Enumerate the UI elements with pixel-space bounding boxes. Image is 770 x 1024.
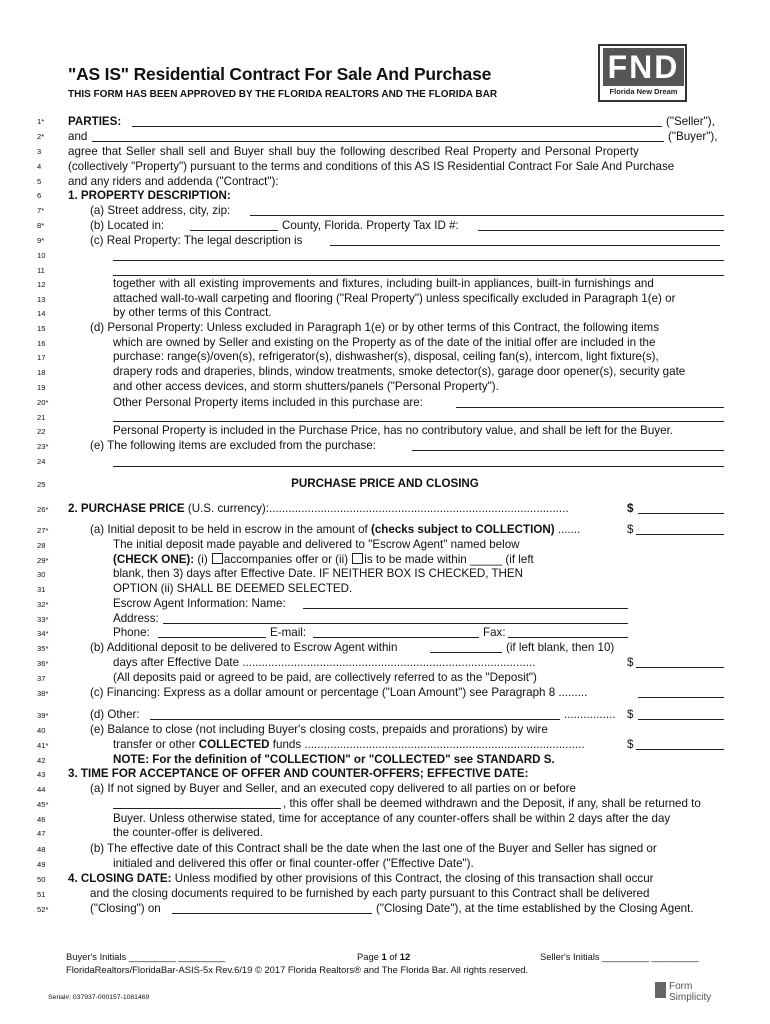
acceptance-text: , this offer shall be deemed withdrawn and the Deposit, if any, shall be returned to [283, 797, 701, 810]
line-number: 19 [37, 383, 46, 392]
personal-property-text: which are owned by Seller and existing on the Property as of the date of the initial offer are included in the [113, 336, 656, 349]
logo-subtext: Florida New Dream [609, 87, 678, 96]
seller-label: ("Seller"), [666, 115, 715, 128]
agreement-text: agree that Seller shall sell and Buyer shall buy the following described Real Property and Personal Property [68, 145, 639, 158]
acceptance-text: the counter-offer is delivered. [113, 826, 263, 839]
acceptance-deadline-field[interactable] [113, 808, 281, 809]
line-number: 43 [37, 770, 46, 779]
line-number: 16 [37, 339, 46, 348]
line-number: 44 [37, 785, 46, 794]
dollar-sign: $ [627, 738, 634, 751]
line-number: 33* [37, 615, 49, 624]
line-number: 1* [37, 117, 45, 126]
acceptance-text: (a) If not signed by Buyer and Seller, and an executed copy delivered to all parties on or before [90, 782, 576, 795]
line-number: 32* [37, 600, 49, 609]
line-number: 24 [37, 457, 46, 466]
other-label: (d) Other: [90, 708, 140, 721]
financing-field[interactable] [638, 697, 724, 698]
form-id: FloridaRealtors/FloridaBar-ASIS-5x Rev.6/19 © 2017 Florida Realtors® and The Florida Bar. All rights reserved. [66, 964, 529, 975]
excluded-items-field-line[interactable] [113, 466, 724, 467]
line-number: 4 [37, 162, 42, 171]
excluded-items-field[interactable] [412, 450, 724, 451]
days-after-effective-label: days after Effective Date ........................................................................................... [113, 656, 536, 669]
dollar-sign: $ [627, 656, 634, 669]
line-number: 52* [37, 905, 49, 914]
phone-label: Phone: [113, 626, 150, 639]
line-number: 21 [37, 413, 46, 422]
dollar-sign: $ [627, 523, 634, 536]
line-number: 48 [37, 845, 46, 854]
other-personal-property-label: Other Personal Property items included in this purchase are: [113, 396, 423, 409]
agreement-text: (collectively "Property") pursuant to the terms and conditions of this AS IS Residential Contract For Sale And Purchase [68, 160, 675, 173]
personal-property-text: (d) Personal Property: Unless excluded in Paragraph 1(e) or by other terms of this Contract, the following items [90, 321, 659, 334]
purchase-price-field[interactable] [638, 513, 724, 514]
escrow-agent-name-label: Escrow Agent Information: Name: [113, 597, 286, 610]
county-field[interactable] [190, 230, 278, 231]
effective-date-text: (b) The effective date of this Contract shall be the date when the last one of the Buyer and Seller has signed or [90, 842, 657, 855]
line-number: 46 [37, 815, 46, 824]
deposit-text: The initial deposit made payable and delivered to "Escrow Agent" named below [113, 538, 520, 551]
balance-label: (e) Balance to close (not including Buyer's closing costs, prepaids and prorations) by wire [90, 723, 548, 736]
line-number: 25 [37, 480, 46, 489]
page-subtitle: THIS FORM HAS BEEN APPROVED BY THE FLORIDA REALTORS AND THE FLORIDA BAR [68, 89, 498, 100]
fax-label: Fax: [483, 626, 506, 639]
other-personal-property-field-line[interactable] [113, 421, 724, 422]
acceptance-text: Buyer. Unless otherwise stated, time for acceptance of any counter-offers shall be within 2 days after the day [113, 812, 671, 825]
buyer-label: ("Buyer"), [668, 130, 718, 143]
purchase-price-label: 2. PURCHASE PRICE (U.S. currency):............................................................................................. [68, 502, 569, 515]
line-number: 47 [37, 829, 46, 838]
located-in-label: (b) Located in: [90, 219, 165, 232]
line-number: 8* [37, 221, 45, 230]
fax-field[interactable] [508, 637, 628, 638]
page-number: Page 1 of 12 [357, 951, 411, 962]
seller-name-field[interactable] [132, 126, 662, 127]
personal-property-text: and other access devices, and storm shutters/panels ("Personal Property"). [113, 380, 499, 393]
buyers-initials[interactable]: Buyer's Initials _________ _________ [66, 951, 226, 962]
other-amount-field[interactable] [638, 719, 724, 720]
page-title: "AS IS" Residential Contract For Sale And Purchase [68, 64, 492, 84]
brand-line: Form [669, 981, 693, 992]
real-property-text: attached wall-to-wall carpeting and flooring ("Real Property") unless specifically excluded in Paragraph 1(e) or [113, 292, 676, 305]
deposit-text: blank, then 3) days after Effective Date. IF NEITHER BOX IS CHECKED, THEN [113, 567, 524, 580]
street-address-field[interactable] [250, 215, 724, 216]
line-number: 37 [37, 674, 46, 683]
personal-property-text: drapery rods and draperies, blinds, window treatments, smoke detector(s), garage door opener(s), security gate [113, 365, 686, 378]
line-number: 27* [37, 526, 49, 535]
line-number: 45* [37, 800, 49, 809]
line-number: 22 [37, 427, 46, 436]
legal-description-field-line[interactable] [113, 260, 724, 261]
parties-label: PARTIES: [68, 115, 122, 128]
line-number: 29* [37, 556, 49, 565]
section-heading-purchase-price: PURCHASE PRICE AND CLOSING [291, 477, 479, 490]
accompanies-offer-checkbox[interactable] [212, 553, 223, 564]
line-number: 34* [37, 629, 49, 638]
closing-date-text: ("Closing Date"), at the time established by the Closing Agent. [376, 902, 694, 915]
line-number: 20* [37, 398, 49, 407]
balance-field[interactable] [636, 749, 724, 750]
line-number: 51 [37, 890, 46, 899]
line-number: 31 [37, 585, 46, 594]
real-property-text: together with all existing improvements and fixtures, including built-in appliances, built-in furnishings and [113, 277, 654, 290]
other-description-field[interactable] [150, 719, 560, 720]
excluded-items-label: (e) The following items are excluded from the purchase: [90, 439, 376, 452]
line-number: 9* [37, 236, 45, 245]
line-number: 5 [37, 177, 42, 186]
dollar-sign: $ [627, 502, 634, 515]
line-number: 18 [37, 368, 46, 377]
logo-text: FND [603, 48, 684, 86]
line-number: 6 [37, 191, 42, 200]
line-number: 36* [37, 659, 49, 668]
section-time-for-acceptance: 3. TIME FOR ACCEPTANCE OF OFFER AND COUNTER-OFFERS; EFFECTIVE DATE: [68, 767, 529, 780]
line-number: 15 [37, 324, 46, 333]
balance-transfer-label: transfer or other COLLECTED funds ....................................................................................... [113, 738, 585, 751]
legal-description-label: (c) Real Property: The legal description is [90, 234, 303, 247]
additional-deposit-label: (b) Additional deposit to be delivered to Escrow Agent within [90, 641, 398, 654]
legal-description-field[interactable] [330, 245, 720, 246]
financing-label: (c) Financing: Express as a dollar amount or percentage ("Loan Amount") see Paragraph 8 ......... [90, 686, 588, 699]
buyer-name-field[interactable] [92, 141, 664, 142]
additional-deposit-field[interactable] [636, 667, 724, 668]
line-number: 40 [37, 726, 46, 735]
initial-deposit-field[interactable] [636, 534, 724, 535]
line-number: 41* [37, 741, 49, 750]
line-number: 12 [37, 280, 46, 289]
phone-field[interactable] [158, 637, 266, 638]
other-personal-property-field[interactable] [456, 407, 724, 408]
line-number: 14 [37, 309, 46, 318]
initial-deposit-label: (a) Initial deposit to be held in escrow in the amount of (checks subject to COLLECTION) ....... [90, 523, 581, 536]
line-number: 28 [37, 541, 46, 550]
sellers-initials[interactable]: Seller's Initials _________ _________ [540, 951, 699, 962]
other-dots: ................ [564, 708, 616, 721]
deposit-text: OPTION (ii) SHALL BE DEEMED SELECTED. [113, 582, 353, 595]
line-number: 39* [37, 711, 49, 720]
closing-on-label: ("Closing") on [90, 902, 161, 915]
line-number: 13 [37, 295, 46, 304]
deposit-note: (All deposits paid or agreed to be paid, are collectively referred to as the "Deposit") [113, 671, 537, 684]
line-number: 35* [37, 644, 49, 653]
additional-deposit-note: (if left blank, then 10) [506, 641, 615, 654]
line-number: 38* [37, 689, 49, 698]
escrow-agent-address-label: Address: [113, 612, 159, 625]
document-icon [655, 982, 666, 998]
serial-number: Serial#: 037937-000157-1081469 [48, 994, 150, 1001]
line-number: 23* [37, 442, 49, 451]
line-number: 30 [37, 570, 46, 579]
fnd-logo [598, 44, 687, 102]
escrow-agent-name-field[interactable] [303, 608, 628, 609]
section-property-description: 1. PROPERTY DESCRIPTION: [68, 189, 231, 202]
within-days-checkbox[interactable] [352, 553, 363, 564]
closing-date-text: and the closing documents required to be furnished by each party pursuant to this Contract shall be delivered [90, 887, 650, 900]
dollar-sign: $ [627, 708, 634, 721]
agreement-text: and any riders and addenda ("Contract"): [68, 175, 279, 188]
legal-description-field-line[interactable] [113, 275, 724, 276]
real-property-text: by other terms of this Contract. [113, 306, 272, 319]
line-number: 11 [37, 266, 45, 275]
check-one-row: (CHECK ONE): (i) accompanies offer or (ii) is to be made within _____ (if left [113, 553, 534, 566]
escrow-agent-address-field[interactable] [163, 623, 628, 624]
personal-property-note: Personal Property is included in the Purchase Price, has no contributory value, and shall be left for the Buyer. [113, 424, 674, 437]
collection-note: NOTE: For the definition of "COLLECTION" or "COLLECTED" see STANDARD S. [113, 753, 555, 766]
email-field[interactable] [313, 637, 479, 638]
line-number: 50 [37, 875, 46, 884]
closing-date-field[interactable] [172, 913, 372, 914]
effective-date-text: initialed and delivered this offer or final counter-offer ("Effective Date"). [113, 857, 474, 870]
tax-id-field[interactable] [478, 230, 724, 231]
and-label: and [68, 130, 88, 143]
personal-property-text: purchase: range(s)/oven(s), refrigerator(s), dishwasher(s), disposal, ceiling fan(s), intercom, light fixture(s), [113, 350, 659, 363]
closing-date-text: 4. CLOSING DATE: Unless modified by other provisions of this Contract, the closing of this transaction shall occur [68, 872, 654, 885]
email-label: E-mail: [270, 626, 307, 639]
additional-deposit-days-field[interactable] [430, 652, 502, 653]
line-number: 7* [37, 206, 45, 215]
line-number: 2* [37, 132, 45, 141]
street-address-label: (a) Street address, city, zip: [90, 204, 231, 217]
line-number: 26* [37, 505, 49, 514]
line-number: 49 [37, 860, 46, 869]
line-number: 3 [37, 147, 42, 156]
brand-line: Simplicity [669, 992, 712, 1003]
line-number: 10 [37, 251, 46, 260]
tax-id-label: County, Florida. Property Tax ID #: [282, 219, 459, 232]
line-number: 17 [37, 353, 46, 362]
line-number: 42 [37, 756, 46, 765]
